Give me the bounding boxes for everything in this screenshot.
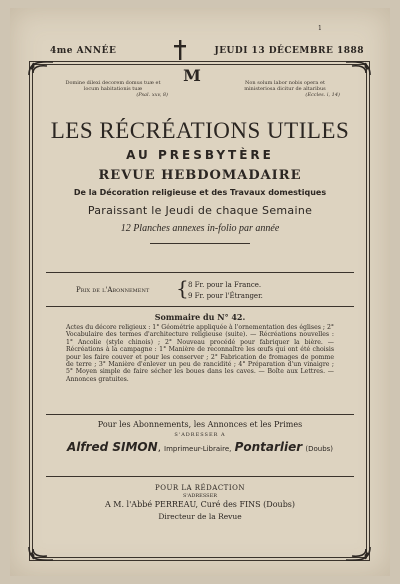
price-france: 8 Fr. pour la France. [188,281,262,289]
frame-ornament-icon [27,545,55,563]
frame-ornament-icon [344,59,372,77]
quote-left-ref: (Psal. xxv, 8) [136,92,168,98]
printer-line: Alfred SIMON, Imprimeur-Libraire, Pontarlier (Doubs) [66,440,334,454]
printer-name: Alfred SIMON [66,440,158,454]
tagline-frequency: Paraissant le Jeudi de chaque Semaine [87,204,313,217]
divider [150,243,250,244]
redaction-label: POUR LA RÉDACTION [155,484,245,492]
price-label: Prix de l'Abonnement [76,286,150,294]
price-etranger: 9 Fr. pour l'Étranger. [188,292,263,300]
monogram: M [183,66,201,85]
printer-dept: (Doubs) [305,445,334,453]
revue-heading: REVUE HEBDOMADAIRE [98,168,302,183]
cross-icon [173,40,187,60]
address-to-label: S'ADRESSER A [174,432,226,438]
sommaire-body: Actes du décore religieux : 1° Géométrie appliquée à l'ornementation des églises ; 2° Vocabulaire des termes d'architecture religieuse (suite). — Récréations nouvelles : 1° Ancolie (style chinois) ; 2° Nouveau procédé pour fabriquer la bière. — Récréations à la campagne : 1° Manière de reconnaître les œufs qui ont été choisis pour les faire couver et pour les conserver ; 2° Fabrication de fromages de pomme de terre ; 3° Manière d'enlever un peu de rancidité ; 4° Préparation d'un vinaigre ; 5° Moyen simple de faire sécher les boues dans les caves. — Boîte aux Lettres. — Annonces gratuites. [66,324,334,383]
quote-left-text: Domine dilexi decorem domus tuæ et locum habitationis tuæ [65,80,161,92]
date-label: JEUDI 13 DÉCEMBRE 1888 [214,46,364,56]
editor-role: Directeur de la Revue [158,512,242,521]
divider [46,476,354,477]
quote-right-text: Non solum labor nobis opera et ministeriosa dicitur de altaribus [244,80,326,92]
masthead-line [50,46,364,60]
redaction-address-label: S'ADRESSER [182,493,217,499]
subscriptions-line: Pour les Abonnements, les Annonces et les Primes [97,420,303,429]
printer-city: Pontarlier [234,440,303,454]
tagline-topics: De la Décoration religieuse et des Travaux domestiques [73,188,327,197]
publication-title: LES RÉCRÉATIONS UTILES [50,118,350,143]
page-number: 1 [318,25,322,32]
tagline-plates: 12 Planches annexes in-folio par année [120,223,280,234]
printer-role: Imprimeur-Libraire, [164,445,232,453]
divider [46,414,354,415]
frame-ornament-icon [344,545,372,563]
divider [46,272,354,273]
editor-line: A M. l'Abbé PERREAU, Curé des FINS (Doubs) [104,500,296,509]
year-label: 4me ANNÉE [50,46,117,56]
quote-right [230,80,340,98]
quote-left [58,80,168,98]
publication-subtitle: AU PRESBYTÈRE [126,148,274,162]
frame-ornament-icon [27,59,55,77]
divider [46,306,354,307]
quote-right-ref: (Eccles. i, 14) [305,92,340,98]
sommaire-title: Sommaire du N° 42. [154,312,246,322]
brace-icon: { [176,276,189,300]
